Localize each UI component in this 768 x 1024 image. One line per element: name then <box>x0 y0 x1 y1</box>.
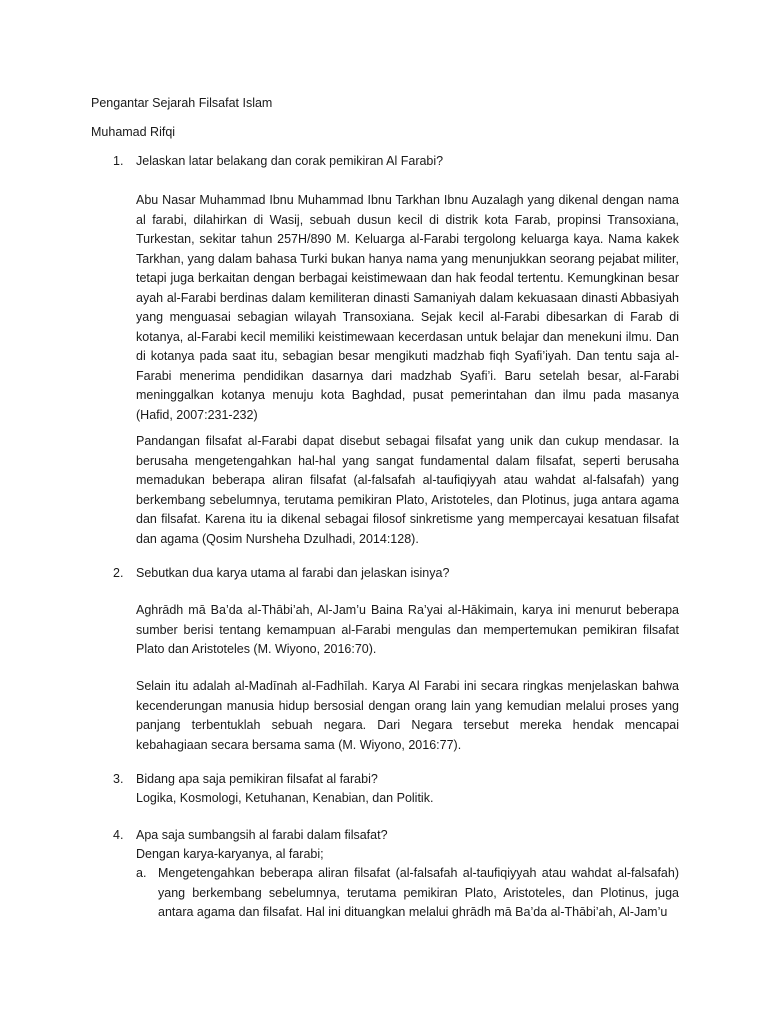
list-marker: a. <box>136 866 147 880</box>
answer-intro-text: Dengan karya-karyanya, al farabi; <box>136 847 324 861</box>
document-title: Pengantar Sejarah Filsafat Islam <box>91 96 273 110</box>
question-number: 2. <box>113 566 124 580</box>
question-text: Sebutkan dua karya utama al farabi dan jelaskan isinya? <box>136 566 450 580</box>
answer-1-paragraph-2: Pandangan filsafat al-Farabi dapat disebut sebagai filsafat yang unik dan cukup mendasar. Ia berusaha mengetengahkan hal-hal yang sangat fundamental dalam filsafat, seperti berusaha memadukan beberapa aliran filsafat (al-falsafah al-taufiqiyyah atau wahdat al-falsafah) yang berkembang sebelumnya, terutama pemikiran Plato, Aristoteles, dan Plotinus, juga antara agama dan filsafat. Karena itu ia dikenal sebagai filosof sinkretisme yang mempercayai kesatuan filsafat dan agama (Qosim Nursheha Dzulhadi, 2014:128). <box>136 434 679 546</box>
answer-3 <box>136 789 679 809</box>
answer-text: Logika, Kosmologi, Ketuhanan, Kenabian, dan Politik. <box>136 791 434 805</box>
question-number: 4. <box>113 828 124 842</box>
answer-1-paragraph-1: Abu Nasar Muhammad Ibnu Muhammad Ibnu Tarkhan Ibnu Auzalagh yang dikenal dengan nama al farabi, dilahirkan di Wasij, sebuah dusun kecil di distrik kota Farab, propinsi Transoxiana, Turkestan, sekitar tahun 257H/890 M. Keluarga al-Farabi tergolong keluarga kaya. Nama kakek Tarkhan, yang dalam bahasa Turki bukan hanya nama yang menunjukkan seorang pejabat militer, tetapi juga berkaitan dengan berbagai keistimewaan dan hak feodal tertentu. Kemungkinan besar ayah al-Farabi berdinas dalam kemiliteran dinasti Samaniyah dalam kekuasaan dinasti Abbasiyah yang menguasai sebagian wilayah Transoxiana. Sejak kecil al-Farabi dibesarkan di Farab di kotanya, al-Farabi kecil memiliki keistimewaan kecerdasan untuk belajar dan menekuni ilmu. Dan di kotanya pada saat itu, sebagian besar mengikuti madzhab fiqh Syafi’iyah. Dan tentu saja al-Farabi menerima pendidikan dasarnya dari madzhab Syafi’i. Baru setelah besar, al-Farabi meninggalkan kotanya menuju kota Baghdad, pusat pemerintahan dan ilmu pada masanya (Hafid, 2007:231-232) <box>136 193 679 422</box>
answer-4-intro <box>136 845 679 865</box>
list-item-text: Mengetengahkan beberapa aliran filsafat (al-falsafah al-taufiqiyyah atau wahdat al-falsafah) yang berkembang sebelumnya, terutama pemikiran Plato, Aristoteles, dan Plotinus, juga antara agama dan filsafat. Hal ini dituangkan melalui ghrādh mā Ba’da al-Thābi’ah, Al-Jam’u <box>158 866 679 919</box>
question-number: 3. <box>113 772 124 786</box>
question-text: Jelaskan latar belakang dan corak pemikiran Al Farabi? <box>136 154 444 168</box>
question-text: Apa saja sumbangsih al farabi dalam filsafat? <box>136 828 388 842</box>
answer-2-paragraph-1: Aghrādh mā Ba’da al-Thābi’ah, Al-Jam’u Baina Ra’yai al-Hākimain, karya ini menurut beberapa sumber berisi tentang kemampuan al-Farabi mengulas dan mempertemukan pemikiran filsafat Plato dan Aristoteles (M. Wiyono, 2016:70). <box>136 603 679 656</box>
author-name: Muhamad Rifqi <box>91 125 176 139</box>
question-text: Bidang apa saja pemikiran filsafat al farabi? <box>136 772 378 786</box>
answer-2-paragraph-2: Selain itu adalah al-Madīnah al-Fadhīlah. Karya Al Farabi ini secara ringkas menjelaskan bahwa kecenderungan manusia hidup bersosial dengan orang lain yang kemudian melalui proses yang panjang terbentuklah sebuah negara. Dari Negara tersebut mereka hendak mencapai kebahagiaan secara bersama sama (M. Wiyono, 2016:77). <box>136 679 679 752</box>
question-number: 1. <box>113 154 124 168</box>
